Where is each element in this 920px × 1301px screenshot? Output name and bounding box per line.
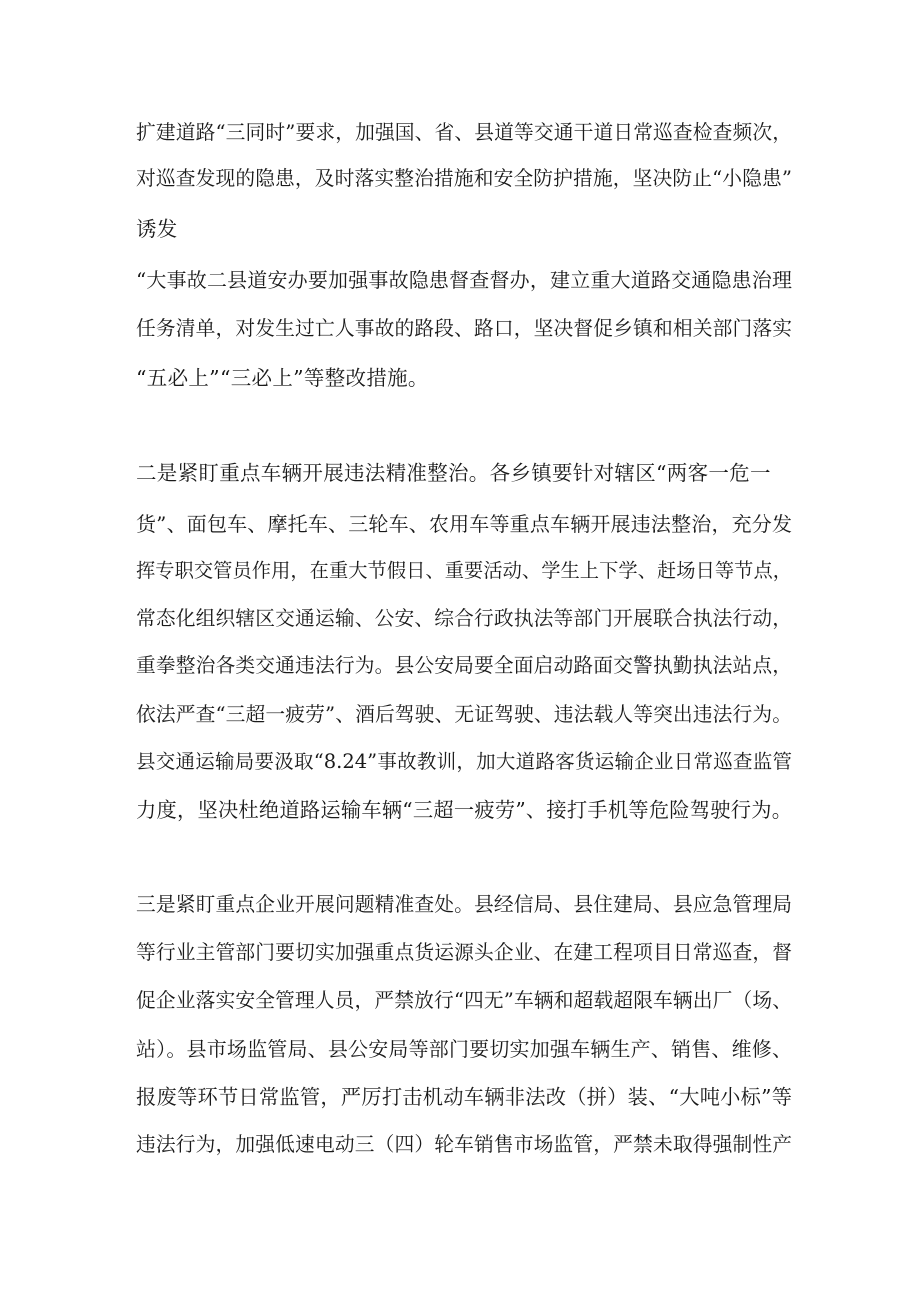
paragraph-3-line-5: 重拳整治各类交通违法行为。县公安局要全面启动路面交警执勤执法站点， [136, 654, 792, 677]
paragraph-4-line-6: 违法行为，加强低速电动三（四）轮车销售市场监管，严禁未取得强制性产 [136, 1133, 792, 1156]
paragraph-4-line-4: 站）。县市场监管局、县公安局等部门要切实加强车辆生产、销售、维修、 [136, 1037, 792, 1061]
paragraph-3-line-1: 二是紧盯重点车辆开展违法精准整治。各乡镇要针对辖区“两客一危一 [136, 461, 771, 485]
paragraph-3-line-7: 县交通运输局要汲取“8.24”事故教训，加大道路客货运输企业日常巡查监管 [136, 750, 792, 773]
paragraph-3-line-2: 货”、面包车、摩托车、三轮车、农用车等重点车辆开展违法整治，充分发 [136, 512, 792, 536]
paragraph-4-line-3: 促企业落实安全管理人员，严禁放行“四无”车辆和超载超限车辆出厂（场、 [136, 989, 792, 1012]
paragraph-3-line-8: 力度，坚决杜绝道路运输车辆“三超一疲劳”、接打手机等危险驾驶行为。 [136, 798, 792, 822]
paragraph-2-line-2: 任务清单，对发生过亡人事故的路段、路口，坚决督促乡镇和相关部门落实 [136, 317, 792, 340]
paragraph-4-line-5: 报废等环节日常监管，严厉打击机动车辆非法改（拼）装、“大吨小标”等 [136, 1085, 792, 1109]
paragraph-3-line-4: 常态化组织辖区交通运输、公安、综合行政执法等部门开展联合执法行动， [136, 607, 792, 630]
paragraph-2-line-1: “大事故二县道安办要加强事故隐患督查督办，建立重大道路交通隐患治理 [136, 268, 792, 292]
paragraph-1-line-2: 对巡查发现的隐患，及时落实整治措施和安全防护措施，坚决防止“小隐患” [136, 167, 792, 190]
paragraph-1-line-1: 扩建道路“三同时”要求，加强国、省、县道等交通干道日常巡查检查频次， [136, 121, 792, 144]
paragraph-2-line-3: “五必上”“三必上”等整改措施。 [136, 366, 429, 390]
paragraph-3-line-6: 依法严查“三超一疲劳”、酒后驾驶、无证驾驶、违法载人等突出违法行为。 [136, 703, 792, 726]
paragraph-4-line-1: 三是紧盯重点企业开展问题精准查处。县经信局、县住建局、县应急管理局 [136, 893, 792, 916]
paragraph-3-line-3: 挥专职交管员作用，在重大节假日、重要活动、学生上下学、赶场日等节点， [136, 559, 792, 582]
paragraph-4-line-2: 等行业主管部门要切实加强重点货运源头企业、在建工程项目日常巡查，督 [136, 941, 792, 964]
paragraph-1-line-3: 诱发 [136, 217, 178, 241]
